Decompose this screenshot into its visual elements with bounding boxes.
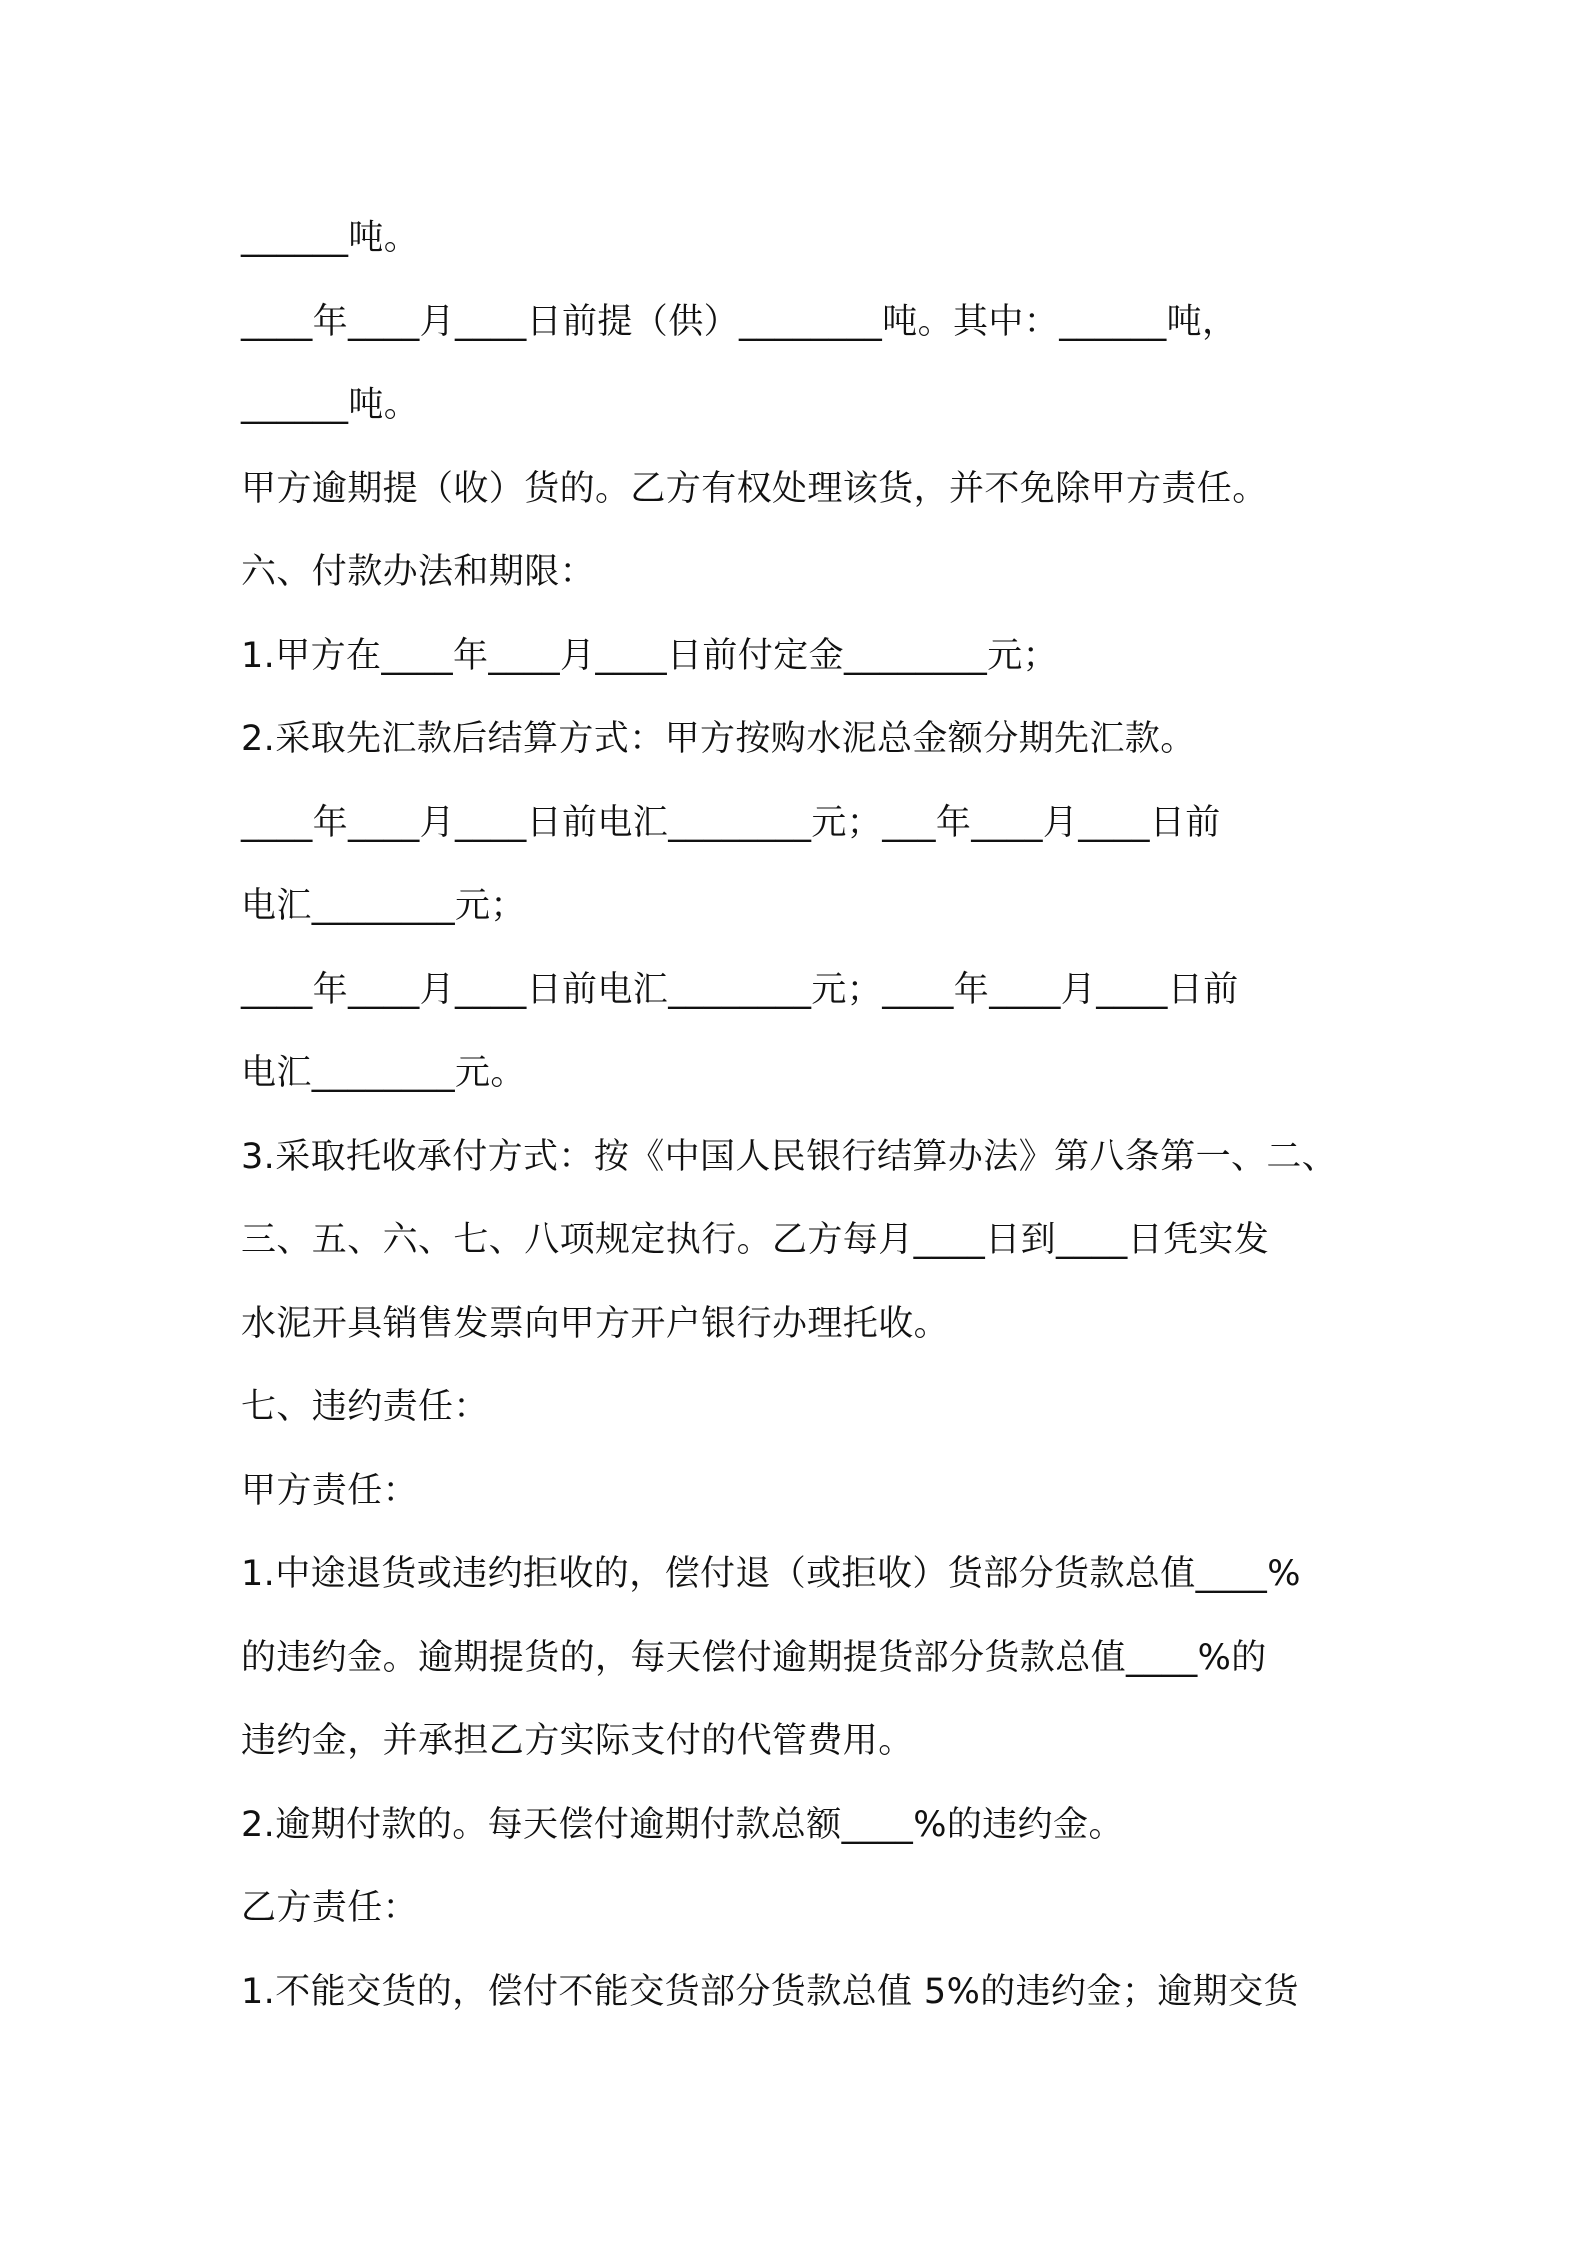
text-line: 电汇________元； xyxy=(241,886,526,926)
text-line: 三、五、六、七、八项规定执行。乙方每月____日到____日凭实发 xyxy=(241,1220,1270,1260)
text-line: 的违约金。逾期提货的，每天偿付逾期提货部分货款总值____%的 xyxy=(241,1637,1267,1678)
text-line: 1.甲方在____年____月____日前付定金________元； xyxy=(241,635,1058,676)
text-line: 甲方逾期提（收）货的。乙方有权处理该货，并不免除甲方责任。 xyxy=(241,468,1268,509)
text-line: 2.采取先汇款后结算方式：甲方按购水泥总金额分期先汇款。 xyxy=(241,719,1196,759)
text-line: ____年____月____日前电汇________元；____年____月____日前 xyxy=(241,969,1239,1010)
section-heading: 六、付款办法和期限： xyxy=(241,552,596,592)
document-body xyxy=(241,197,1351,2034)
text-line: ______吨。 xyxy=(241,385,420,425)
text-line: ____年____月____日前提（供）________吨。其中：______吨， xyxy=(241,301,1238,342)
text-line: 违约金，并承担乙方实际支付的代管费用。 xyxy=(241,1721,914,1761)
text-line: ____年____月____日前电汇________元；___年____月____日前 xyxy=(241,802,1221,843)
subsection-heading: 乙方责任： xyxy=(241,1888,419,1928)
text-line: 水泥开具销售发票向甲方开户银行办理托收。 xyxy=(241,1303,950,1344)
text-line: 2.逾期付款的。每天偿付逾期付款总额____%的违约金。 xyxy=(241,1804,1124,1845)
text-line: 电汇________元。 xyxy=(241,1053,526,1093)
text-line: 1.中途退货或违约拒收的，偿付退（或拒收）货部分货款总值____% xyxy=(241,1554,1301,1594)
text-line: ______吨。 xyxy=(241,218,420,258)
section-heading: 七、违约责任： xyxy=(241,1387,489,1427)
text-line: 3.采取托收承付方式：按《中国人民银行结算办法》第八条第一、二、 xyxy=(241,1136,1338,1177)
text-line: 1.不能交货的，偿付不能交货部分货款总值 5%的违约金；逾期交货 xyxy=(241,1971,1299,2012)
subsection-heading: 甲方责任： xyxy=(241,1470,419,1511)
